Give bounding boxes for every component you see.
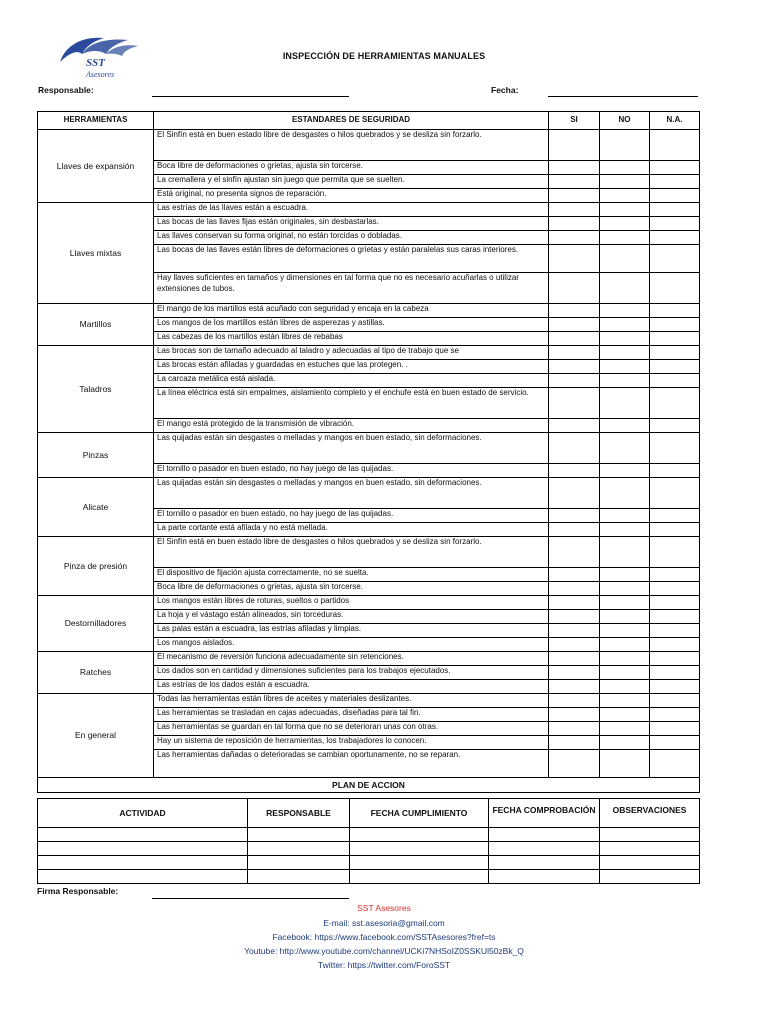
plan-col-actividad: ACTIVIDAD (38, 799, 248, 828)
check-cell-na[interactable] (650, 419, 700, 433)
standard-text: Las palas están a escuadra, las estrías afiladas y limpias. (154, 624, 549, 638)
check-cell-no[interactable] (600, 360, 650, 374)
check-cell-no[interactable] (600, 582, 650, 596)
standard-row (38, 478, 700, 509)
check-cell-si[interactable] (549, 360, 600, 374)
check-cell-na[interactable] (650, 374, 700, 388)
check-cell-si[interactable] (549, 273, 600, 304)
standard-text: Los mangos aislados. (154, 638, 549, 652)
standard-text: Los dados son en cantidad y dimensiones suficientes para los trabajos ejecutados. (154, 666, 549, 680)
check-cell-si[interactable] (549, 318, 600, 332)
check-cell-si[interactable] (549, 708, 600, 722)
plan-header-row (38, 799, 700, 828)
document-title: INSPECCIÓN DE HERRAMIENTAS MANUALES (282, 51, 486, 61)
standard-text: Todas las herramientas están libres de aceites y materiales deslizantes. (154, 694, 549, 708)
check-cell-na[interactable] (650, 568, 700, 582)
check-cell-si[interactable] (549, 419, 600, 433)
check-cell-si[interactable] (549, 736, 600, 750)
check-cell-si[interactable] (549, 568, 600, 582)
plan-cell[interactable] (489, 842, 600, 856)
check-cell-no[interactable] (600, 680, 650, 694)
check-cell-no[interactable] (600, 537, 650, 568)
standard-text: Las herramientas se trasladan en cajas adecuadas, diseñadas para tal fin. (154, 708, 549, 722)
check-cell-no[interactable] (600, 478, 650, 509)
standard-text: Los mangos de los martillos están libres de asperezas y astillas. (154, 318, 549, 332)
check-cell-na[interactable] (650, 346, 700, 360)
standard-text: La línea eléctrica está sin empalmes, aislamiento completo y el enchufe está en buen estado de servicio. (154, 388, 549, 419)
check-cell-si[interactable] (549, 161, 600, 175)
standard-text: Las bocas de las llaves fijas están originales, sin desbastarlas. (154, 217, 549, 231)
standard-text: Los mangos están libres de roturas, sueltos o partidos (154, 596, 549, 610)
check-cell-si[interactable] (549, 750, 600, 778)
standard-text: El mango está protegido de la transmisión de vibración. (154, 419, 549, 433)
check-cell-na[interactable] (650, 638, 700, 652)
standard-text: Boca libre de deformaciones o grietas, ajusta sin torcerse. (154, 582, 549, 596)
check-cell-si[interactable] (549, 245, 600, 273)
standard-text: El tornillo o pasador en buen estado, no hay juego de las quijadas. (154, 464, 549, 478)
standard-text: Las brocas son de tamaño adecuado al taladro y adecuadas al tipo de trabajo que se (154, 346, 549, 360)
plan-cell[interactable] (38, 828, 248, 842)
check-cell-si[interactable] (549, 203, 600, 217)
standard-row (38, 596, 700, 610)
standard-text: Las quijadas están sin desgastes o melladas y mangos en buen estado, sin deformaciones. (154, 433, 549, 464)
check-cell-no[interactable] (600, 161, 650, 175)
standard-row (38, 694, 700, 708)
check-cell-na[interactable] (650, 708, 700, 722)
standard-row (38, 304, 700, 318)
header-estandares: ESTANDARES DE SEGURIDAD (154, 112, 549, 130)
check-cell-no[interactable] (600, 638, 650, 652)
plan-title-row (38, 778, 700, 793)
check-cell-no[interactable] (600, 374, 650, 388)
check-cell-no[interactable] (600, 318, 650, 332)
check-cell-na[interactable] (650, 130, 700, 161)
check-cell-si[interactable] (549, 722, 600, 736)
plan-cell[interactable] (489, 828, 600, 842)
fecha-field[interactable] (548, 96, 698, 97)
check-cell-na[interactable] (650, 203, 700, 217)
check-cell-no[interactable] (600, 736, 650, 750)
check-cell-no[interactable] (600, 175, 650, 189)
standard-row (38, 652, 700, 666)
tool-name: Martillos (38, 304, 154, 346)
header-herramientas: HERRAMIENTAS (38, 112, 154, 130)
check-cell-na[interactable] (650, 596, 700, 610)
plan-cell[interactable] (248, 856, 350, 870)
standard-text: El tornillo o pasador en buen estado, no hay juego de las quijadas. (154, 509, 549, 523)
footer-email[interactable]: E-mail: sst.asesoria@gmail.com (323, 918, 445, 928)
footer-twitter[interactable]: Twitter: https://twitter.com/ForoSST (317, 960, 451, 970)
plan-cell[interactable] (350, 842, 489, 856)
check-cell-no[interactable] (600, 203, 650, 217)
check-cell-no[interactable] (600, 523, 650, 537)
check-cell-si[interactable] (549, 694, 600, 708)
check-cell-na[interactable] (650, 750, 700, 778)
tool-name: Pinza de presión (38, 537, 154, 596)
plan-cell[interactable] (38, 856, 248, 870)
check-cell-no[interactable] (600, 568, 650, 582)
plan-cell[interactable] (248, 842, 350, 856)
check-cell-si[interactable] (549, 217, 600, 231)
header-si: SI (549, 112, 600, 130)
inspection-table (37, 111, 700, 793)
check-cell-si[interactable] (549, 388, 600, 419)
standard-text: Está original, no presenta signos de reparación. (154, 189, 549, 203)
standard-text: Hay un sistema de reposición de herramientas, los trabajadores lo conocen. (154, 736, 549, 750)
plan-col-observaciones: OBSERVACIONES (600, 799, 700, 828)
logo-asesores-text: Asesores (86, 70, 115, 79)
plan-cell[interactable] (600, 870, 700, 884)
standard-text: Las brocas están afiladas y guardadas en estuches que las protegen. . (154, 360, 549, 374)
check-cell-no[interactable] (600, 708, 650, 722)
check-cell-na[interactable] (650, 464, 700, 478)
check-cell-no[interactable] (600, 231, 650, 245)
check-cell-no[interactable] (600, 509, 650, 523)
standard-text: La cremallera y el sinfín ajustan sin juego que permita que se suelten. (154, 175, 549, 189)
plan-cell[interactable] (248, 870, 350, 884)
standard-row (38, 130, 700, 161)
plan-cell[interactable] (600, 842, 700, 856)
action-plan-table (37, 798, 700, 884)
check-cell-na[interactable] (650, 624, 700, 638)
check-cell-na[interactable] (650, 161, 700, 175)
check-cell-si[interactable] (549, 231, 600, 245)
footer-facebook[interactable]: Facebook: https://www.facebook.com/SSTAsesores?fref=ts (272, 932, 496, 942)
standard-text: Las cabezas de los martillos están libres de rebabas (154, 332, 549, 346)
check-cell-no[interactable] (600, 694, 650, 708)
check-cell-na[interactable] (650, 694, 700, 708)
plan-row (38, 870, 700, 884)
check-cell-na[interactable] (650, 736, 700, 750)
check-cell-si[interactable] (549, 638, 600, 652)
standard-text: Boca libre de deformaciones o grietas, ajusta sin torcerse. (154, 161, 549, 175)
responsable-label: Responsable: (38, 85, 94, 95)
check-cell-na[interactable] (650, 478, 700, 509)
standard-text: La parte cortante está afilada y no está mellada. (154, 523, 549, 537)
check-cell-no[interactable] (600, 596, 650, 610)
check-cell-si[interactable] (549, 175, 600, 189)
plan-cell[interactable] (489, 856, 600, 870)
footer-brand: SST Asesores (357, 903, 411, 913)
responsable-field[interactable] (152, 96, 349, 97)
check-cell-na[interactable] (650, 610, 700, 624)
standard-text: La hoja y el vástago están alineados, sin torceduras. (154, 610, 549, 624)
check-cell-na[interactable] (650, 537, 700, 568)
check-cell-si[interactable] (549, 478, 600, 509)
check-cell-no[interactable] (600, 130, 650, 161)
standard-text: Las estrías de las llaves están a escuadra. (154, 203, 549, 217)
tool-name: Llaves mixtas (38, 203, 154, 304)
check-cell-no[interactable] (600, 245, 650, 273)
plan-row (38, 842, 700, 856)
standard-text: El mecanismo de reversión funciona adecuadamente sin retenciones. (154, 652, 549, 666)
check-cell-no[interactable] (600, 419, 650, 433)
check-cell-na[interactable] (650, 523, 700, 537)
standard-text: La carcaza metálica está aislada. (154, 374, 549, 388)
firma-label: Firma Responsable: (37, 886, 119, 896)
check-cell-na[interactable] (650, 217, 700, 231)
check-cell-na[interactable] (650, 189, 700, 203)
check-cell-no[interactable] (600, 189, 650, 203)
footer-youtube[interactable]: Youtube: http://www.youtube.com/channel/UCKi7NHSoIZ0SSKUl50zBk_Q (244, 946, 524, 956)
plan-title: PLAN DE ACCION (38, 778, 700, 793)
check-cell-si[interactable] (549, 537, 600, 568)
check-cell-no[interactable] (600, 332, 650, 346)
check-cell-na[interactable] (650, 582, 700, 596)
check-cell-si[interactable] (549, 666, 600, 680)
standard-text: Las quijadas están sin desgastes o melladas y mangos en buen estado, sin deformaciones. (154, 478, 549, 509)
tool-name: Llaves de expansión (38, 130, 154, 203)
standard-text: Hay llaves suficientes en tamaños y dimensiones en tal forma que no es necesario acuñarlas o utilizar extensiones de tubos. (154, 273, 549, 304)
tool-name: Ratches (38, 652, 154, 694)
standard-text: El mango de los martillos está acuñado con seguridad y encaja en la cabeza (154, 304, 549, 318)
plan-cell[interactable] (350, 870, 489, 884)
plan-col-responsable: RESPONSABLE (248, 799, 350, 828)
check-cell-na[interactable] (650, 680, 700, 694)
check-cell-na[interactable] (650, 231, 700, 245)
plan-cell[interactable] (38, 842, 248, 856)
check-cell-si[interactable] (549, 346, 600, 360)
plan-cell[interactable] (350, 856, 489, 870)
check-cell-no[interactable] (600, 273, 650, 304)
standard-row (38, 346, 700, 360)
standard-text: El Sinfín está en buen estado libre de desgastes o hilos quebrados y se desliza sin forzarlo. (154, 537, 549, 568)
plan-cell[interactable] (489, 870, 600, 884)
check-cell-si[interactable] (549, 624, 600, 638)
plan-cell[interactable] (38, 870, 248, 884)
check-cell-na[interactable] (650, 318, 700, 332)
tool-name: Pinzas (38, 433, 154, 478)
check-cell-si[interactable] (549, 582, 600, 596)
check-cell-na[interactable] (650, 332, 700, 346)
header-no: NO (600, 112, 650, 130)
check-cell-si[interactable] (549, 189, 600, 203)
check-cell-no[interactable] (600, 346, 650, 360)
check-cell-na[interactable] (650, 652, 700, 666)
check-cell-si[interactable] (549, 523, 600, 537)
table-header-row (38, 112, 700, 130)
standard-text: El dispositivo de fijación ajusta correctamente, no se suelta. (154, 568, 549, 582)
check-cell-na[interactable] (650, 722, 700, 736)
standard-text: Las llaves conservan su forma original, no están torcidas o dobladas. (154, 231, 549, 245)
plan-cell[interactable] (600, 856, 700, 870)
standard-row (38, 433, 700, 464)
standard-text: Las herramientas se guardan en tal forma que no se deterioran unas con otras. (154, 722, 549, 736)
plan-cell[interactable] (600, 828, 700, 842)
plan-col-fecha-cumplimiento: FECHA CUMPLIMIENTO (350, 799, 489, 828)
firma-field[interactable] (152, 898, 349, 899)
check-cell-na[interactable] (650, 360, 700, 374)
plan-row (38, 828, 700, 842)
check-cell-na[interactable] (650, 666, 700, 680)
check-cell-no[interactable] (600, 666, 650, 680)
tool-name: Alicate (38, 478, 154, 537)
check-cell-na[interactable] (650, 175, 700, 189)
check-cell-no[interactable] (600, 722, 650, 736)
check-cell-si[interactable] (549, 130, 600, 161)
check-cell-na[interactable] (650, 388, 700, 419)
standard-row (38, 537, 700, 568)
check-cell-si[interactable] (549, 610, 600, 624)
tool-name: Destornilladores (38, 596, 154, 652)
fecha-label: Fecha: (491, 85, 519, 95)
check-cell-si[interactable] (549, 433, 600, 464)
check-cell-si[interactable] (549, 652, 600, 666)
check-cell-si[interactable] (549, 509, 600, 523)
standard-text: Las bocas de las llaves están libres de deformaciones o grietas y están paralelas sus caras interiores. (154, 245, 549, 273)
standard-row (38, 203, 700, 217)
check-cell-no[interactable] (600, 750, 650, 778)
check-cell-no[interactable] (600, 624, 650, 638)
check-cell-na[interactable] (650, 273, 700, 304)
check-cell-na[interactable] (650, 433, 700, 464)
plan-cell[interactable] (350, 828, 489, 842)
plan-row (38, 856, 700, 870)
check-cell-no[interactable] (600, 433, 650, 464)
plan-col-fecha-comprobacion: FECHA COMPROBACIÓN (489, 799, 600, 828)
standard-text: Las estrías de los dados están a escuadra. (154, 680, 549, 694)
check-cell-si[interactable] (549, 374, 600, 388)
check-cell-na[interactable] (650, 245, 700, 273)
tool-name: En general (38, 694, 154, 778)
check-cell-no[interactable] (600, 652, 650, 666)
check-cell-no[interactable] (600, 464, 650, 478)
logo-sst-text: SST (86, 57, 105, 69)
plan-cell[interactable] (248, 828, 350, 842)
check-cell-na[interactable] (650, 304, 700, 318)
check-cell-si[interactable] (549, 680, 600, 694)
standard-text: El Sinfín está en buen estado libre de desgastes o hilos quebrados y se desliza sin forzarlo. (154, 130, 549, 161)
check-cell-no[interactable] (600, 217, 650, 231)
check-cell-na[interactable] (650, 509, 700, 523)
check-cell-si[interactable] (549, 464, 600, 478)
check-cell-no[interactable] (600, 610, 650, 624)
check-cell-si[interactable] (549, 304, 600, 318)
check-cell-si[interactable] (549, 332, 600, 346)
tool-name: Taladros (38, 346, 154, 433)
check-cell-si[interactable] (549, 596, 600, 610)
header-na: N.A. (650, 112, 700, 130)
check-cell-no[interactable] (600, 388, 650, 419)
check-cell-no[interactable] (600, 304, 650, 318)
standard-text: Las herramientas dañadas o deterioradas se cambian oportunamente, no se reparan. (154, 750, 549, 778)
